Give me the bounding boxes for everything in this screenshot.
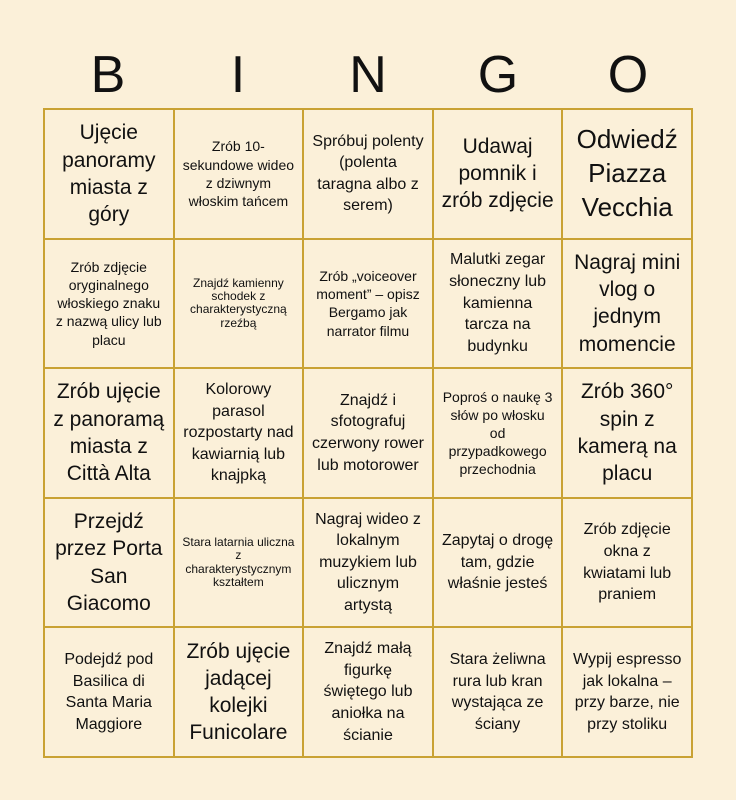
bingo-cell-r5-c3[interactable]: Znajdź małą figurkę świętego lub aniołka na ścianie	[303, 627, 433, 757]
bingo-cell-r3-c2[interactable]: Kolorowy parasol rozpostarty nad kawiarnią lub knajpką	[174, 368, 304, 498]
header-letter-n: N	[349, 46, 387, 104]
bingo-cell-r2-c4[interactable]: Malutki zegar słoneczny lub kamienna tarcza na budynku	[433, 239, 563, 369]
bingo-cell-r4-c5[interactable]: Zrób zdjęcie okna z kwiatami lub praniem	[562, 498, 692, 628]
bingo-cell-r4-c3[interactable]: Nagraj wideo z lokalnym muzykiem lub ulicznym artystą	[303, 498, 433, 628]
bingo-cell-r2-c3[interactable]: Zrób „voiceover moment” – opisz Bergamo jak narrator filmu	[303, 239, 433, 369]
bingo-cell-r1-c3[interactable]: Spróbuj polenty (polenta taragna albo z serem)	[303, 109, 433, 239]
header-letter-o: O	[607, 46, 649, 104]
header-letter-g: G	[477, 46, 519, 104]
bingo-cell-r1-c4[interactable]: Udawaj pomnik i zrób zdjęcie	[433, 109, 563, 239]
bingo-cell-r2-c5[interactable]: Nagraj mini vlog o jednym momencie	[562, 239, 692, 369]
bingo-board	[43, 108, 693, 758]
bingo-cell-r3-c3[interactable]: Znajdź i sfotografuj czerwony rower lub motorower	[303, 368, 433, 498]
bingo-cell-r3-c4[interactable]: Poproś o naukę 3 słów po włosku od przypadkowego przechodnia	[433, 368, 563, 498]
header-letter-i: I	[230, 46, 246, 104]
bingo-cell-r4-c2[interactable]: Stara latarnia uliczna z charakterystycznym kształtem	[174, 498, 304, 628]
bingo-cell-r4-c1[interactable]: Przejdź przez Porta San Giacomo	[44, 498, 174, 628]
bingo-cell-r5-c4[interactable]: Stara żeliwna rura lub kran wystająca ze ściany	[433, 627, 563, 757]
bingo-cell-r5-c2[interactable]: Zrób ujęcie jadącej kolejki Funicolare	[174, 627, 304, 757]
bingo-cell-r1-c2[interactable]: Zrób 10-sekundowe wideo z dziwnym włoskim tańcem	[174, 109, 304, 239]
bingo-cell-r3-c5[interactable]: Zrób 360° spin z kamerą na placu	[562, 368, 692, 498]
bingo-cell-r2-c2[interactable]: Znajdź kamienny schodek z charakterystyczną rzeźbą	[174, 239, 304, 369]
bingo-cell-r4-c4[interactable]: Zapytaj o drogę tam, gdzie właśnie jesteś	[433, 498, 563, 628]
bingo-cell-r3-c1[interactable]: Zrób ujęcie z panoramą miasta z Città Alta	[44, 368, 174, 498]
header-letter-b: B	[90, 46, 126, 104]
bingo-cell-r5-c5[interactable]: Wypij espresso jak lokalna – przy barze, nie przy stoliku	[562, 627, 692, 757]
bingo-cell-r2-c1[interactable]: Zrób zdjęcie oryginalnego włoskiego znaku z nazwą ulicy lub placu	[44, 239, 174, 369]
bingo-header	[43, 44, 693, 106]
bingo-cell-r1-c5[interactable]: Odwiedź Piazza Vecchia	[562, 109, 692, 239]
bingo-cell-r5-c1[interactable]: Podejdź pod Basilica di Santa Maria Maggiore	[44, 627, 174, 757]
bingo-cell-r1-c1[interactable]: Ujęcie panoramy miasta z góry	[44, 109, 174, 239]
